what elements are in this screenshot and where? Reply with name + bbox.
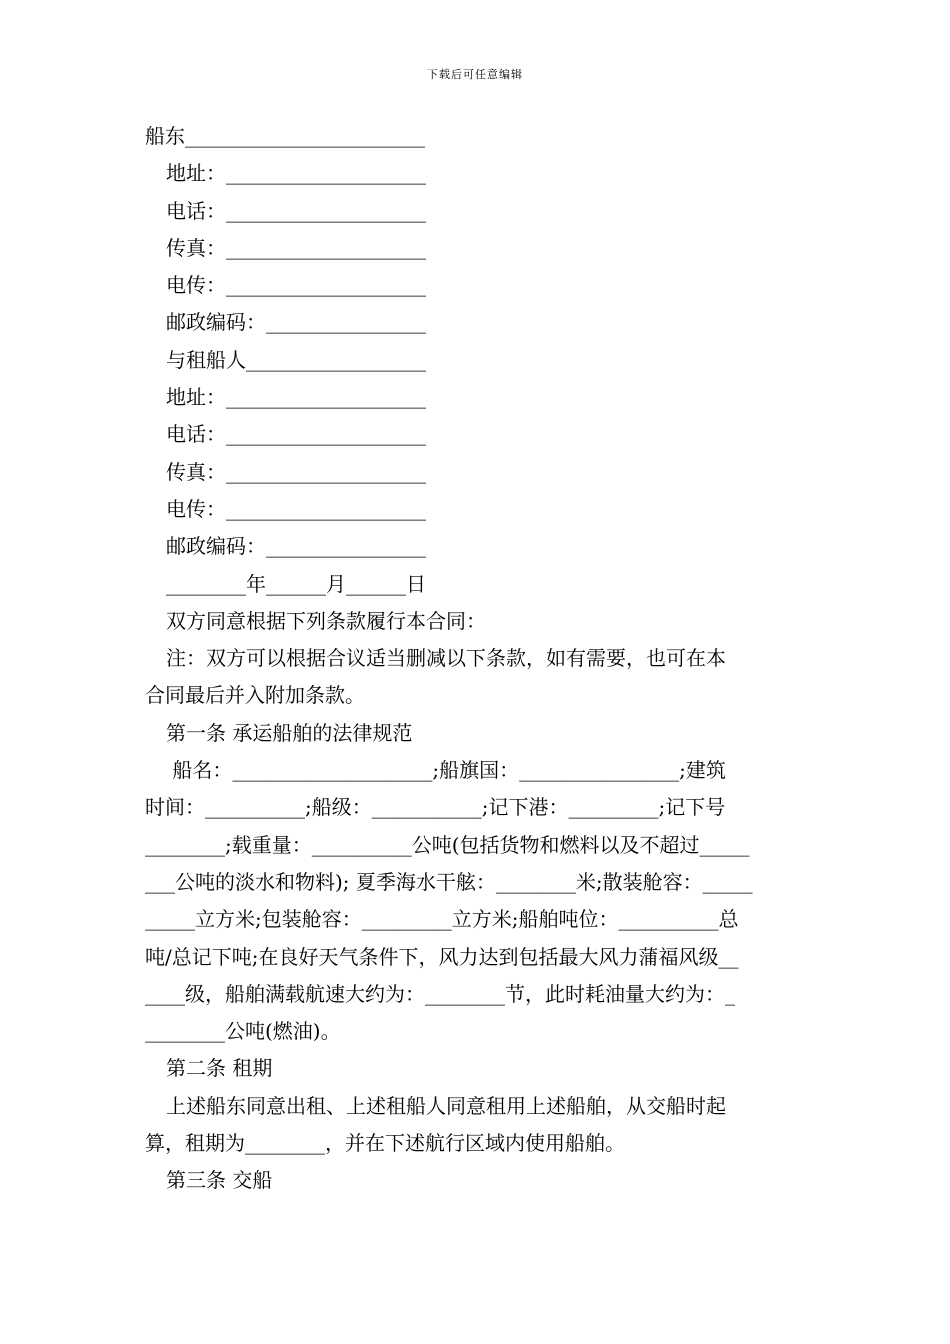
note-paragraph bbox=[145, 640, 810, 715]
article-3-heading: 第三条 交船 bbox=[166, 1168, 273, 1193]
charterer-phone: 电话：____________________ bbox=[166, 422, 426, 447]
charterer-title: 与租船人__________________ bbox=[166, 347, 426, 372]
article-1-paragraph bbox=[145, 752, 810, 1050]
article-2-line: 上述船东同意出租、上述租船人同意租用上述船舶，从交船时起 bbox=[166, 1093, 726, 1118]
shipowner-fax: 传真：____________________ bbox=[166, 235, 426, 260]
article-1-line: 船名：____________________;船旗国：________________;建筑 bbox=[166, 758, 726, 783]
page-header: 下载后可任意编辑 bbox=[427, 68, 523, 81]
charterer-postcode: 邮政编码：________________ bbox=[166, 534, 426, 559]
article-2-heading: 第二条 租期 bbox=[166, 1056, 273, 1081]
article-1-line: ___公吨的淡水和物料); 夏季海水干舷：________米;散装舱容：_____ bbox=[145, 869, 753, 894]
shipowner-address: 地址：____________________ bbox=[166, 161, 426, 186]
date-line: ________年______月______日 bbox=[166, 571, 426, 596]
contract-body bbox=[145, 118, 810, 1200]
article-1-line: 吨/总记下吨;在良好天气条件下，风力达到包括最大风力蒲福风级__ bbox=[145, 944, 739, 969]
shipowner-telex: 电传：____________________ bbox=[166, 273, 426, 298]
charterer-fax: 传真：____________________ bbox=[166, 459, 426, 484]
article-2-paragraph bbox=[145, 1088, 810, 1163]
article-1-line: ____级，船舶满载航速大约为：________节，此时耗油量大约为：_ bbox=[145, 981, 735, 1006]
note-line: 合同最后并入附加条款。 bbox=[145, 683, 365, 708]
shipowner-postcode: 邮政编码：________________ bbox=[166, 310, 426, 335]
article-1-heading: 第一条 承运船舶的法律规范 bbox=[166, 720, 413, 745]
article-2-line: 算，租期为________，并在下述航行区域内使用船舶。 bbox=[145, 1131, 625, 1156]
shipowner-title: 船东________________________ bbox=[145, 124, 425, 148]
article-1-line: ________;载重量：__________公吨(包括货物和燃料以及不超过_____ bbox=[145, 832, 750, 857]
article-1-line: ________公吨(燃油)。 bbox=[145, 1019, 341, 1044]
charterer-address: 地址：____________________ bbox=[166, 385, 426, 410]
agreement-statement: 双方同意根据下列条款履行本合同： bbox=[166, 608, 486, 633]
shipowner-phone: 电话：____________________ bbox=[166, 198, 426, 223]
note-line: 注：双方可以根据合议适当删减以下条款，如有需要，也可在本 bbox=[166, 646, 726, 671]
charterer-telex: 电传：____________________ bbox=[166, 496, 426, 521]
article-1-line: 时间：__________;船级：___________;记下港：_________;记下号 bbox=[145, 795, 726, 820]
article-1-line: _____立方米;包装舱容：_________立方米;船舶吨位：__________总 bbox=[145, 907, 739, 932]
